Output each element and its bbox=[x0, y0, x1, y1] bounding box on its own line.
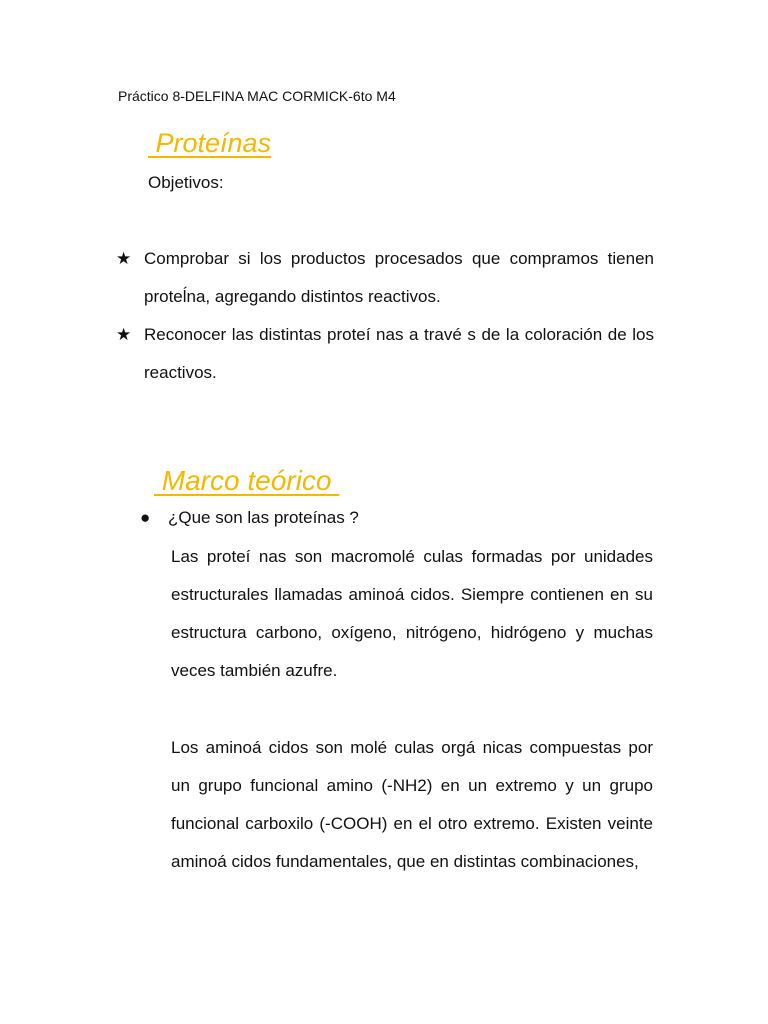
document-header: Práctico 8-DELFINA MAC CORMICK-6to M4 bbox=[118, 88, 396, 104]
paragraph-amino-acids: Los aminoá cidos son molé culas orgá nicas compuestas por un grupo funcional amino (-NH2) en un extremo y un grupo funcional carboxilo (-COOH) en el otro extremo. Existen veinte aminoá cidos fundamentales, que en distintas combinaciones, bbox=[171, 738, 653, 871]
paragraph-proteins-definition: Las proteí nas son macromolé culas formadas por unidades estructurales llamadas aminoá cidos. Siempre contienen en su estructura carbono, oxígeno, nitrógeno, hidrógeno y muchas veces también azufre. bbox=[171, 547, 653, 680]
objetivos-label: Objetivos: bbox=[148, 173, 224, 192]
list-item bbox=[116, 316, 654, 392]
list-item bbox=[116, 240, 654, 316]
objective-text: Reconocer las distintas proteí nas a travé s de la coloración de los reactivos. bbox=[144, 325, 654, 382]
question-text: ¿Que son las proteínas ? bbox=[168, 508, 359, 527]
objective-text: Comprobar si los productos procesados que compramos tienen proteĺna, agregando distintos reactivos. bbox=[144, 249, 654, 306]
objectives-list bbox=[116, 240, 654, 392]
star-icon: ★ bbox=[116, 325, 132, 344]
section-title-marco-teorico: Marco teórico bbox=[154, 465, 340, 496]
section-title-proteinas: Proteínas bbox=[148, 128, 272, 158]
star-icon: ★ bbox=[116, 249, 132, 268]
bullet-dot-icon: ● bbox=[140, 508, 151, 527]
question-bullet-row bbox=[140, 508, 359, 528]
